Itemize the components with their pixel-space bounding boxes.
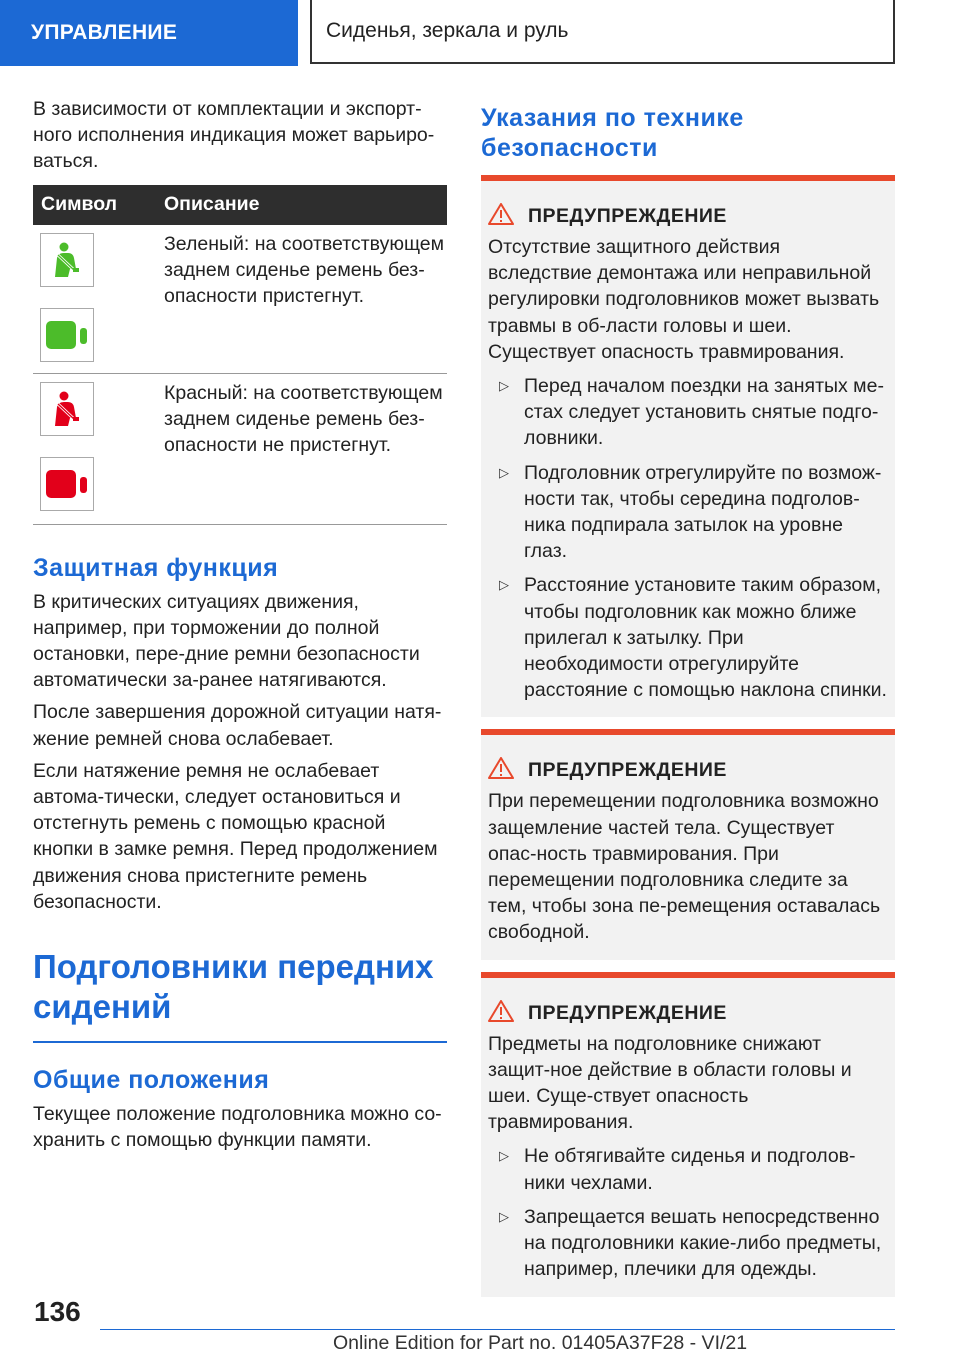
warning-box bbox=[481, 972, 895, 1297]
indicator-table bbox=[33, 185, 447, 525]
subheading-general: Общие положения bbox=[33, 1066, 270, 1095]
page-number: 136 bbox=[34, 1296, 81, 1327]
warning-triangle-icon bbox=[488, 203, 514, 230]
bullet-triangle-icon: ▷ bbox=[499, 1208, 509, 1224]
warning-title: ПРЕДУПРЕЖДЕНИЕ bbox=[528, 759, 727, 782]
bullet-triangle-icon: ▷ bbox=[499, 378, 509, 394]
warning-text: Отсутствие защитного действия вследствие демонтажа или неправильной регулировки подголовников может вызвать травмы в об-ласти головы и шеи. Существует опасность травмирования. bbox=[488, 236, 880, 363]
list-item-text: Запрещается вешать непосредственно на подголовники какие-либо предметы, например, плечики для одежды. bbox=[524, 1205, 882, 1281]
table-row bbox=[33, 225, 447, 374]
left-column bbox=[33, 96, 447, 1153]
footer-rule bbox=[100, 1329, 895, 1330]
footer-edition: Online Edition for Part no. 01405A37F28 - VI/21 bbox=[333, 1332, 748, 1354]
section-heading-protective: Защитная функция bbox=[33, 553, 279, 582]
safety-heading: Указания по технике безопасности bbox=[481, 104, 744, 162]
section-tab: УПРАВЛЕНИЕ bbox=[0, 0, 298, 66]
section-heading-headrests: Подголовники передних сидений bbox=[33, 948, 434, 1026]
warning-box bbox=[481, 175, 895, 717]
seat-indicator-icon bbox=[40, 457, 94, 511]
warning-title: ПРЕДУПРЕЖДЕНИЕ bbox=[528, 205, 727, 227]
row-description: Зеленый: на соответствующем заднем сиденье ремень без-опасности пристегнут. bbox=[164, 232, 445, 308]
intro-text: В зависимости от комплектации и экспорт-ного исполнения индикация может варьиро-ваться. bbox=[33, 98, 435, 173]
bullet-triangle-icon: ▷ bbox=[499, 1148, 509, 1164]
list-item bbox=[488, 572, 887, 703]
list-item bbox=[488, 460, 887, 565]
bullet-triangle-icon: ▷ bbox=[499, 464, 509, 480]
symbol-cell bbox=[33, 225, 161, 373]
list-item-text: Подголовник отрегулируйте по возмож-ности так, чтобы середина подголов-ника подпирала затылок на уровне глаз. bbox=[524, 461, 882, 563]
list-item bbox=[488, 373, 887, 452]
bullet-triangle-icon: ▷ bbox=[499, 577, 509, 593]
column-header-description: Описание bbox=[164, 193, 260, 216]
warning-title: ПРЕДУПРЕЖДЕНИЕ bbox=[528, 1001, 727, 1024]
chapter-title: Сиденья, зеркала и руль bbox=[310, 0, 895, 64]
table-row bbox=[33, 374, 447, 525]
seat-indicator-icon bbox=[40, 308, 94, 362]
warning-text: При перемещении подголовника возможно защемление частей тела. Существует опас-ность травмирования. При перемещении подголовника следите за тем, чтобы зона пе-ремещения оставалась свободной. bbox=[488, 790, 881, 944]
column-header-symbol: Символ bbox=[41, 193, 118, 216]
list-item-text: Расстояние установите таким образом, чтобы подголовник как можно ближе прилегал к затылку. При необходимости отрегулируйте расстояние с помощью наклона спинки. bbox=[524, 574, 887, 702]
protective-paragraph-2: После завершения дорожной ситуации натя-жение ремней снова ослабевает. bbox=[33, 701, 442, 750]
seatbelt-icon bbox=[40, 233, 94, 287]
table-header bbox=[33, 185, 447, 225]
protective-paragraph-3: Если натяжение ремня не ослабевает автома-тически, следует остановиться и отстегнуть ремень с помощью красной кнопки в замке ремня. Перед продолжением движения снова пристегните ремень безопасности. bbox=[33, 759, 438, 913]
warning-triangle-icon bbox=[488, 1000, 514, 1027]
general-text: Текущее положение подголовника можно со-хранить с помощью функции памяти. bbox=[33, 1103, 442, 1152]
protective-paragraph-1: В критических ситуациях движения, например, при торможении до полной остановки, пере-дние ремни безопасности автоматически за-ранее натягиваются. bbox=[33, 590, 420, 692]
right-column bbox=[481, 103, 895, 1297]
list-item-text: Не обтягивайте сиденья и подголов-ники чехлами. bbox=[524, 1145, 856, 1194]
seatbelt-icon bbox=[40, 382, 94, 436]
warning-box bbox=[481, 729, 895, 959]
list-item bbox=[488, 1204, 887, 1283]
row-description: Красный: на соответствующем заднем сиденье ремень без-опасности не пристегнут. bbox=[164, 381, 443, 457]
list-item-text: Перед началом поездки на занятых ме-стах следует установить снятые подго-ловники. bbox=[524, 375, 884, 450]
warning-triangle-icon bbox=[488, 757, 514, 784]
list-item bbox=[488, 1143, 887, 1195]
warning-text: Предметы на подголовнике снижают защит-ное действие в области головы и шеи. Суще-ствует опасность травмирования. bbox=[488, 1032, 852, 1134]
symbol-cell bbox=[33, 374, 161, 524]
